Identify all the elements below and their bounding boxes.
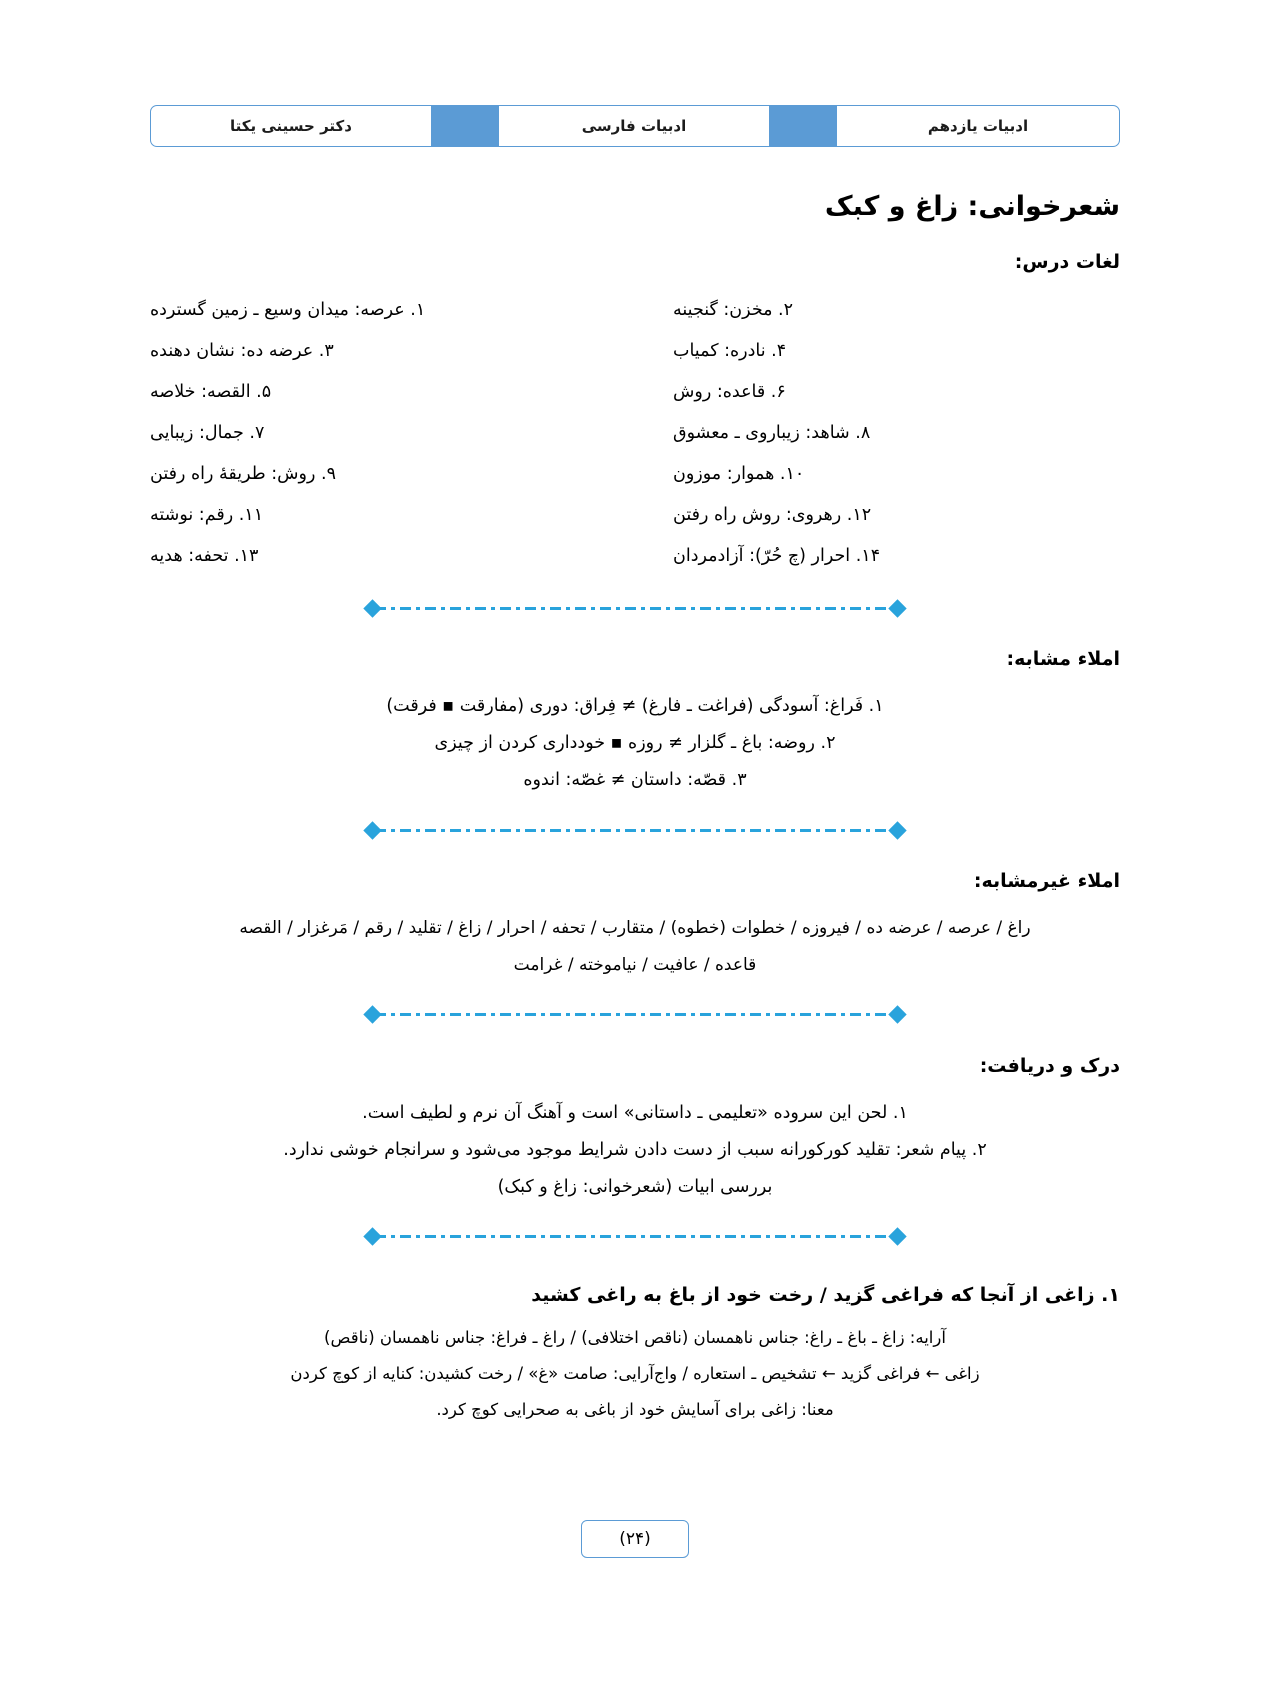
vocabulary-item: ۸. شاهد: زیباروی ـ معشوق <box>673 423 871 444</box>
section-divider <box>150 813 1120 847</box>
page-title: شعرخوانی: زاغ و کبک <box>824 191 1120 222</box>
header-separator-right <box>431 106 499 146</box>
verse-analysis-line: معنا: زاغی برای آسایش خود از باغی به صحرایی کوچ کرد. <box>436 1399 834 1419</box>
verse-analysis-line: آرایه: زاغ ـ باغ ـ راغ: جناس ناهمسان (ناقص اختلافی) / راغ ـ فراغ: جناس ناهمسان (ناقص) <box>324 1327 946 1347</box>
section-divider <box>150 998 1120 1032</box>
vocabulary-list <box>150 290 1120 577</box>
vocabulary-item: ۱۲. رهروی: روش راه رفتن <box>673 505 872 526</box>
page-number-box: (۲۴) <box>581 1520 689 1558</box>
vocabulary-item: ۹. روش: طریقهٔ راه رفتن <box>150 464 336 485</box>
vocabulary-item: ۶. قاعده: روش <box>673 382 786 403</box>
vocabulary-item: ۱۰. هموار: موزون <box>673 464 805 485</box>
header-grade: ادبیات یازدهم <box>927 117 1029 135</box>
section-divider <box>150 1220 1120 1254</box>
diamond-icon <box>888 599 906 617</box>
section-heading-comprehension: درک و دریافت: <box>979 1054 1120 1077</box>
comprehension-line: ۲. پیام شعر: تقلید کورکورانه سبب از دست دادن شرایط موجود می‌شود و سرانجام خوشی ندارد. <box>283 1139 987 1160</box>
comprehension-line: بررسی ابیات (شعرخوانی: زاغ و کبک) <box>497 1176 773 1197</box>
divider-line <box>375 829 895 832</box>
vocabulary-item: ۱۱. رقم: نوشته <box>150 505 264 526</box>
vocabulary-item: ۱۳. تحفه: هدیه <box>150 546 259 567</box>
header-author: دکتر حسینی یکتا <box>230 117 352 135</box>
vocabulary-item: ۵. القصه: خلاصه <box>150 382 272 403</box>
vocabulary-item: ۳. عرضه ده: نشان دهنده <box>150 341 334 362</box>
header-separator-left <box>769 106 837 146</box>
vocabulary-item: ۷. جمال: زیبایی <box>150 423 265 444</box>
divider-line <box>375 1235 895 1238</box>
diamond-icon <box>363 599 381 617</box>
section-divider <box>150 591 1120 625</box>
verse-analysis-line: زاغی ← فراغی گزید ← تشخیص ـ استعاره / واج‌آرایی: صامت «غ» / رخت کشیدن: کنایه از کوچ کردن <box>290 1363 980 1383</box>
diamond-icon <box>363 821 381 839</box>
divider-line <box>375 1013 895 1016</box>
vocabulary-item: ۲. مخزن: گنجینه <box>673 300 794 321</box>
similar-spelling-line: ۱. فَراغ: آسودگی (فراغت ـ فارغ) ≠ فِراق: دوری (مفارقت ▪ فرقت) <box>386 696 884 717</box>
page-header-bar <box>150 105 1120 147</box>
vocabulary-item: ۴. نادره: کمیاب <box>673 341 787 362</box>
similar-spelling-line: ۳. قصّه: داستان ≠ غصّه: اندوه <box>523 770 747 791</box>
section-heading-similar-spelling: املاء مشابه: <box>1006 648 1120 671</box>
vocabulary-item: ۱۴. احرار (چ حُرّ): آزادمردان <box>673 546 881 567</box>
comprehension-line: ۱. لحن این سروده «تعلیمی ـ داستانی» است و آهنگ آن نرم و لطیف است. <box>362 1102 908 1123</box>
vocabulary-item: ۱. عرصه: میدان وسیع ـ زمین گسترده <box>150 300 426 321</box>
diamond-icon <box>363 1006 381 1024</box>
divider-line <box>375 607 895 610</box>
dissimilar-spelling-line: راغ / عرصه / عرضه ده / فیروزه / خطوات (خطوه) / متقارب / تحفه / احرار / زاغ / تقلید / رقم / مَرغزار / القصه <box>239 917 1031 938</box>
diamond-icon <box>888 1227 906 1245</box>
section-heading-dissimilar-spelling: املاء غیرمشابه: <box>973 870 1120 893</box>
diamond-icon <box>888 821 906 839</box>
similar-spelling-line: ۲. روضه: باغ ـ گلزار ≠ روزه ▪ خودداری کردن از چیزی <box>434 733 836 754</box>
section-heading-vocabulary: لغات درس: <box>1014 250 1120 273</box>
diamond-icon <box>888 1006 906 1024</box>
document-content <box>150 190 1120 1428</box>
header-subject: ادبیات فارسی <box>581 117 687 135</box>
diamond-icon <box>363 1227 381 1245</box>
dissimilar-spelling-line: قاعده / عافیت / نیاموخته / غرامت <box>513 954 757 975</box>
page-number-container <box>0 1520 1270 1558</box>
verse-heading: ۱. زاغی از آنجا که فراغی گزید / رخت خود از باغ به راغی کشید <box>531 1283 1120 1306</box>
